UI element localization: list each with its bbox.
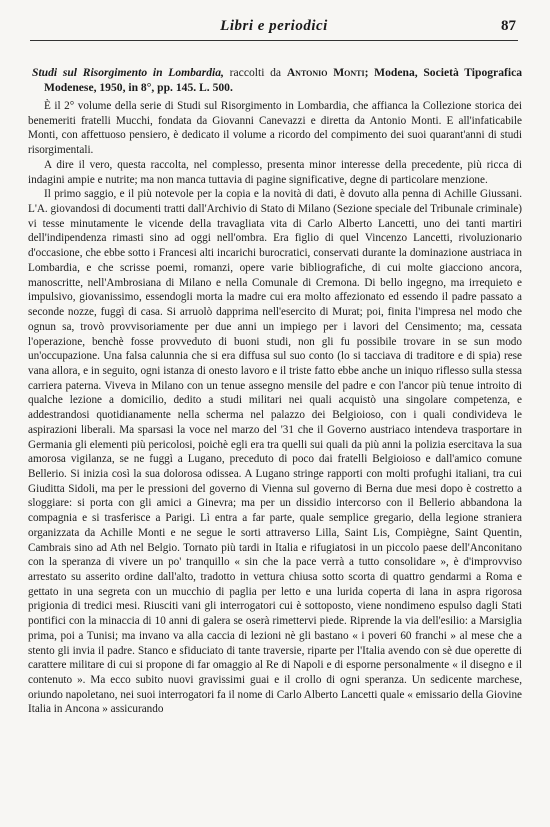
- citation-title: Studi sul Risorgimento in Lombardia,: [32, 66, 224, 79]
- citation-collector: Antonio Monti: [286, 66, 365, 79]
- paragraph: Il primo saggio, e il più notevole per la copia e la novità di dati, è dovuto alla penna di Achille Giussani. L'A. giovandosi di documenti tratti dall'Archivio di Stato di Milano (Sezione speciale del Tribunale criminale) vi tesse minutamente le vicende della travagliata vita di Carlo Alberto Lancetti, uno dei tanti martiri dell'indipendenza rimasti sino ad oggi nell'ombra. Era figlio di quel Vincenzo Lancetti, rivoluzionario d'occasione, che ebbe sotto i Francesi alti incarichi burocratici, conservati durante la dominazione austriaca in Lombardia, e che scrisse poemi, romanzi, opere varie bibliografiche, di cui molte giacciono ancora, manoscritte, nell'Ambrosiana di Milano e nella Comunale di Cremona. Di bello ingegno, ma irrequieto e impulsivo, giovanissimo, essendogli morta la madre cui era molto affezionato ed essendo il padre passato a seconde nozze, fuggì di casa. Si arruolò dapprima nell'esercito di Murat; poi, finita l'impresa nel modo che ognun sa, trovò provvisoriamente per due anni un impiego per i lavori del Censimento; ma, cessata l'operazione, benchè fosse provveduto di buoni studi, non gli fu possibile trovare in se sun modo un'occupazione. Una falsa calunnia che si era diffusa sul suo conto (lo si tacciava di traditore e di spia) rese vana allora, e in seguito, ogni istanza di onesto lavoro e il triste fatto ebbe anche un iniquo riflesso sulla stessa carriera paterna. Viveva in Milano con un tenue assegno mensile del padre e con l'ancor più tenue introito di qualche lezione a domicilio, dedito a studi militari nei quali acquistò una singolare competenza, e addestrandosi quotidianamente nella scherma nel palazzo dei Belgioioso, con i quali condivideva le aspirazioni liberali. Ma sparsasi la voce nel marzo del '31 che il Governo austriaco intendeva trasportare in Germania gli elementi più pericolosi, poichè egli era tra quelli sui quali da più anni la polizia esercitava la sua amorosa vigilanza, se ne fuggì a Lugano, preceduto di poco dai fratelli Belgioioso e dall'amico comune Bellerio. Si inizia così la sua dolorosa odissea. A Lugano stringe rapporti con molti profughi italiani, tra cui Giuditta Sidoli, ma per le pressioni del governo di Vienna sul governo di Berna due mesi dopo è costretto a sloggiare: si porta con gli amici a Ginevra; ma per un dissidio intercorso con il Bellerio abbandona la compagnia e si trasferisce a Parigi. Lì entra a far parte, quale semplice gregario, della legione straniera organizzata da Achille Monti e ne segue le sorti attraverso Lilla, Saint Lis, Compiègne, Saint Quentin, Cambrais sino ad Ath nel Belgio. Tornato più tardi in Italia e rifugiatosi in un piccolo paese dell'Anconitano con la speranza di vivere un po' tranquillo « sin che la pace verrà a tutto consolidare », è d'improvviso arrestato su asserito ordine dall'alto, tradotto in vettura chiusa sotto scorta di quattro gendarmi a Roma e gettato in una segreta con un mucchio di paglia per letto e una lurida coperta di lana in aspra rigorosa prigionia di tredici mesi. Riusciti vani gli interrogatori cui è sottoposto, viene nondimeno espulso dagli Stati pontifici con la minaccia di 10 anni di galera se oserà rimettervi piede. Riprende la via dell'esilio: a Marsiglia prima, poi a Tunisi; ma invano va alla caccia di lezioni nè gli bastano « i poveri 60 franchi » al mese che a stento gli invia il padre. Stanco e sfiduciato di tante traversie, riparte per l'Italia avendo con sè due operette di carattere militare di cui si propone di far omaggio al Re di Napoli e di esporne personalmente « il disegno e il contenuto ». Ma ecco subito nuovi gravissimi guai e il crollo di ogni speranza. Un sedicente marchese, oriundo napoletano, nei suoi interrogatori fa il nome di Carlo Alberto Lancetti quale « emissario della Giovine Italia in Ancona » assicurando: [28, 188, 523, 716]
- citation-publication: ; Modena, Società Tipografica Modenese, 1950, in 8°, pp. 145. L. 500.: [44, 66, 523, 94]
- review-body: [28, 99, 522, 717]
- paragraph: A dire il vero, questa raccolta, nel complesso, presenta minor interesse della precedente, più ricca di indagini ampie e nutrite; ma non manca tuttavia di pagine significative, degne di particolare menzione.: [28, 158, 522, 186]
- paragraph: È il 2° volume della serie di Studi sul Risorgimento in Lombardia, che affianca la Collezione storica dei benemeriti fratelli Mucchi, fondata da Giovanni Canevazzi e diretta da Antonio Monti. E all'infaticabile Monti, con affettuoso pensiero, è dedicato il volume a ricordo del compimento dei suoi quarant'anni di studi risorgimentali.: [28, 100, 522, 157]
- running-header: [30, 18, 518, 41]
- citation-collector-intro: raccolti da: [229, 66, 282, 79]
- running-title: Libri e periodici: [220, 18, 328, 34]
- bibliographic-citation: [32, 66, 522, 95]
- page-number: 87: [501, 18, 516, 34]
